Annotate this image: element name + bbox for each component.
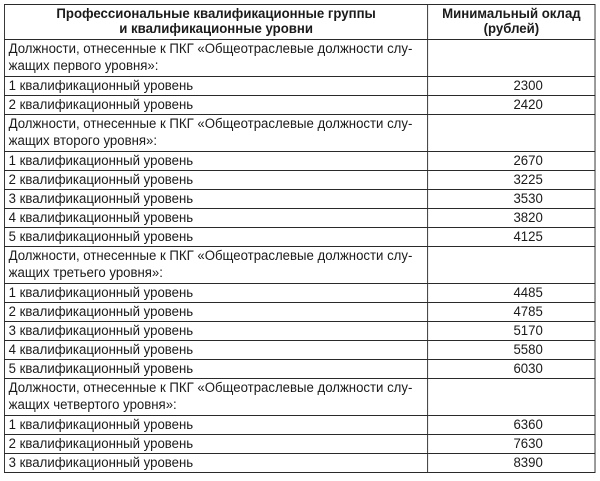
level-label: 2 квалификационный уровень — [4, 303, 427, 322]
level-salary: 3820 — [428, 209, 595, 228]
table-row — [4, 284, 595, 303]
group-value-cell — [428, 379, 595, 416]
level-salary: 7630 — [428, 435, 595, 454]
group-title-cell — [4, 40, 427, 77]
table-row — [4, 303, 595, 322]
level-salary: 5170 — [428, 322, 595, 341]
level-label: 2 квалификационный уровень — [4, 96, 427, 115]
level-label: 4 квалификационный уровень — [4, 341, 427, 360]
level-label: 3 квалификационный уровень — [4, 322, 427, 341]
group-title-cell — [4, 379, 427, 416]
group-row — [4, 115, 595, 152]
group-value-cell — [428, 247, 595, 284]
level-salary: 4785 — [428, 303, 595, 322]
level-salary: 4125 — [428, 228, 595, 247]
column-header-line: Профессиональные квалификационные группы — [56, 6, 376, 22]
table-row — [4, 454, 595, 473]
group-row — [4, 379, 595, 416]
column-header-minimum-salary — [428, 5, 595, 40]
salary-table — [4, 4, 595, 473]
level-salary: 4485 — [428, 284, 595, 303]
level-label: 4 квалификационный уровень — [4, 209, 427, 228]
table-row — [4, 190, 595, 209]
table-row — [4, 416, 595, 435]
level-label: 5 квалификационный уровень — [4, 360, 427, 379]
group-row — [4, 40, 595, 77]
level-salary: 3530 — [428, 190, 595, 209]
column-header-qualification-groups — [4, 5, 427, 40]
group-value-cell — [428, 40, 595, 77]
table-row — [4, 435, 595, 454]
level-label: 1 квалификационный уровень — [4, 416, 427, 435]
group-title-continuation: жащих третьего уровня»: — [8, 265, 163, 281]
level-salary: 5580 — [428, 341, 595, 360]
level-label: 2 квалификационный уровень — [4, 171, 427, 190]
column-header-line: (рублей) — [483, 21, 540, 37]
level-salary: 6360 — [428, 416, 595, 435]
level-label: 3 квалификационный уровень — [4, 190, 427, 209]
group-title-cell — [4, 115, 427, 152]
group-title-continuation: жащих второго уровня»: — [8, 133, 158, 149]
table-header-row — [4, 5, 595, 40]
level-salary: 6030 — [428, 360, 595, 379]
table-row — [4, 209, 595, 228]
level-salary: 3225 — [428, 171, 595, 190]
column-header-line: Минимальный оклад — [442, 6, 581, 22]
group-title: Должности, отнесенные к ПКГ «Общеотраслевые должности слу- — [8, 248, 413, 264]
group-row — [4, 247, 595, 284]
table-row — [4, 77, 595, 96]
level-label: 3 квалификационный уровень — [4, 454, 427, 473]
table-row — [4, 171, 595, 190]
table-row — [4, 152, 595, 171]
group-title: Должности, отнесенные к ПКГ «Общеотраслевые должности слу- — [8, 41, 413, 57]
level-label: 1 квалификационный уровень — [4, 77, 427, 96]
column-header-line: и квалификационные уровни — [119, 21, 313, 37]
level-label: 2 квалификационный уровень — [4, 435, 427, 454]
group-title-continuation: жащих первого уровня»: — [8, 58, 159, 74]
level-label: 1 квалификационный уровень — [4, 152, 427, 171]
group-title: Должности, отнесенные к ПКГ «Общеотраслевые должности слу- — [8, 116, 413, 132]
group-title-cell — [4, 247, 427, 284]
level-label: 5 квалификационный уровень — [4, 228, 427, 247]
table-row — [4, 360, 595, 379]
group-title: Должности, отнесенные к ПКГ «Общеотраслевые должности слу- — [8, 380, 413, 396]
level-salary: 8390 — [428, 454, 595, 473]
table-row — [4, 96, 595, 115]
level-salary: 2300 — [428, 77, 595, 96]
level-salary: 2420 — [428, 96, 595, 115]
table-row — [4, 228, 595, 247]
table-row — [4, 322, 595, 341]
level-label: 1 квалификационный уровень — [4, 284, 427, 303]
group-value-cell — [428, 115, 595, 152]
level-salary: 2670 — [428, 152, 595, 171]
table-body — [4, 40, 595, 473]
table-row — [4, 341, 595, 360]
group-title-continuation: жащих четвертого уровня»: — [8, 397, 177, 413]
